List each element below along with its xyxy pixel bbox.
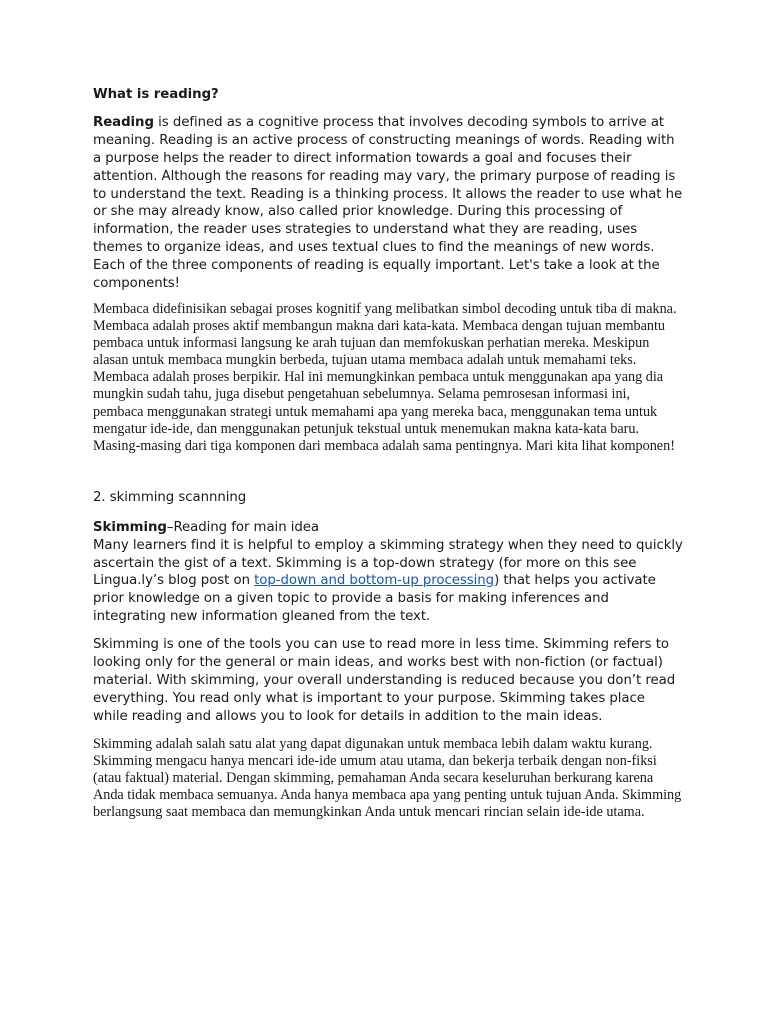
reading-definition-paragraph [93,114,683,293]
reading-term: Reading [93,114,154,130]
section-heading-skimming-scanning: 2. skimming scannning [93,489,247,505]
skimming-explanation-paragraph-indonesian: Skimming adalah salah satu alat yang dapat digunakan untuk membaca lebih dalam waktu kurang. Skimming mengacu hanya mencari ide-ide umum atau utama, dan bekerja terbaik dengan non-fiksi (atau faktual) material. Dengan skimming, pemahaman Anda secara keseluruhan berkurang karena Anda tidak membaca semuanya. Anda hanya membaca apa yang penting untuk tujuan Anda. Skimming berlangsung saat membaca dan memungkinkan Anda untuk mencari rincian selain ide-ide utama. [93,735,682,821]
skimming-text-after-link: ) that helps you activate prior knowledge on a given topic to provide a basis for making inferences and integrating new information gleaned from the text. [93,573,656,625]
skimming-subtitle: –Reading for main idea [166,519,320,535]
skimming-explanation-paragraph: Skimming is one of the tools you can use to read more in less time. Skimming refers to looking only for the general or main ideas, and works best with non-fiction (or factual) material. With skimming, your overall understanding is reduced because you don’t read everything. You read only what is important to your purpose. Skimming takes place while reading and allows you to look for details in addition to the main ideas. [93,637,676,724]
top-down-bottom-up-link[interactable]: top-down and bottom-up processing [254,573,495,589]
skimming-term: Skimming [93,519,167,535]
page-title: What is reading? [93,87,219,102]
reading-definition-paragraph-indonesian: Membaca didefinisikan sebagai proses kognitif yang melibatkan simbol decoding untuk tiba di makna. Membaca adalah proses aktif membangun makna dari kata-kata. Membaca dengan tujuan membantu pembaca untuk informasi langsung ke arah tujuan dan memfokuskan perhatian mereka. Meskipun alasan untuk membaca mungkin berbeda, tujuan utama membaca adalah untuk memahami teks. Membaca adalah proses berpikir. Hal ini memungkinkan pembaca untuk menggunakan apa yang dia mungkin sudah tahu, juga disebut pengetahuan sebelumnya. Selama pemrosesan informasi ini, pembaca menggunakan strategi untuk memahami apa yang mereka baca, menggunakan tema untuk mengatur ide-ide, dan menggunakan petunjuk tekstual untuk menemukan makna kata-kata baru. Masing-masing dari tiga komponen dari membaca adalah sama pentingnya. Mari kita lihat komponen! [93,300,677,454]
reading-definition-text: is defined as a cognitive process that involves decoding symbols to arrive at meaning. Reading is an active process of constructing meanings of words. Reading with a purpose helps the reader to direct information towards a goal and focuses their attention. Although the reasons for reading may vary, the primary purpose of reading is to understand the text. Reading is a thinking process. It allows the reader to use what he or she may already know, also called prior knowledge. During this processing of information, the reader uses strategies to understand what they are reading, uses themes to organize ideas, and uses textual clues to find the meanings of new words. Each of the three components of reading is equally important. Let's take a look at the components! [93,114,683,292]
skimming-paragraph [93,519,683,626]
skimming-text-before-link: Many learners find it is helpful to employ a skimming strategy when they need to quickly ascertain the gist of a text. Skimming is a top-down strategy (for more on this see Lingua.ly’s blog post on [93,537,683,589]
document-page [93,86,683,821]
